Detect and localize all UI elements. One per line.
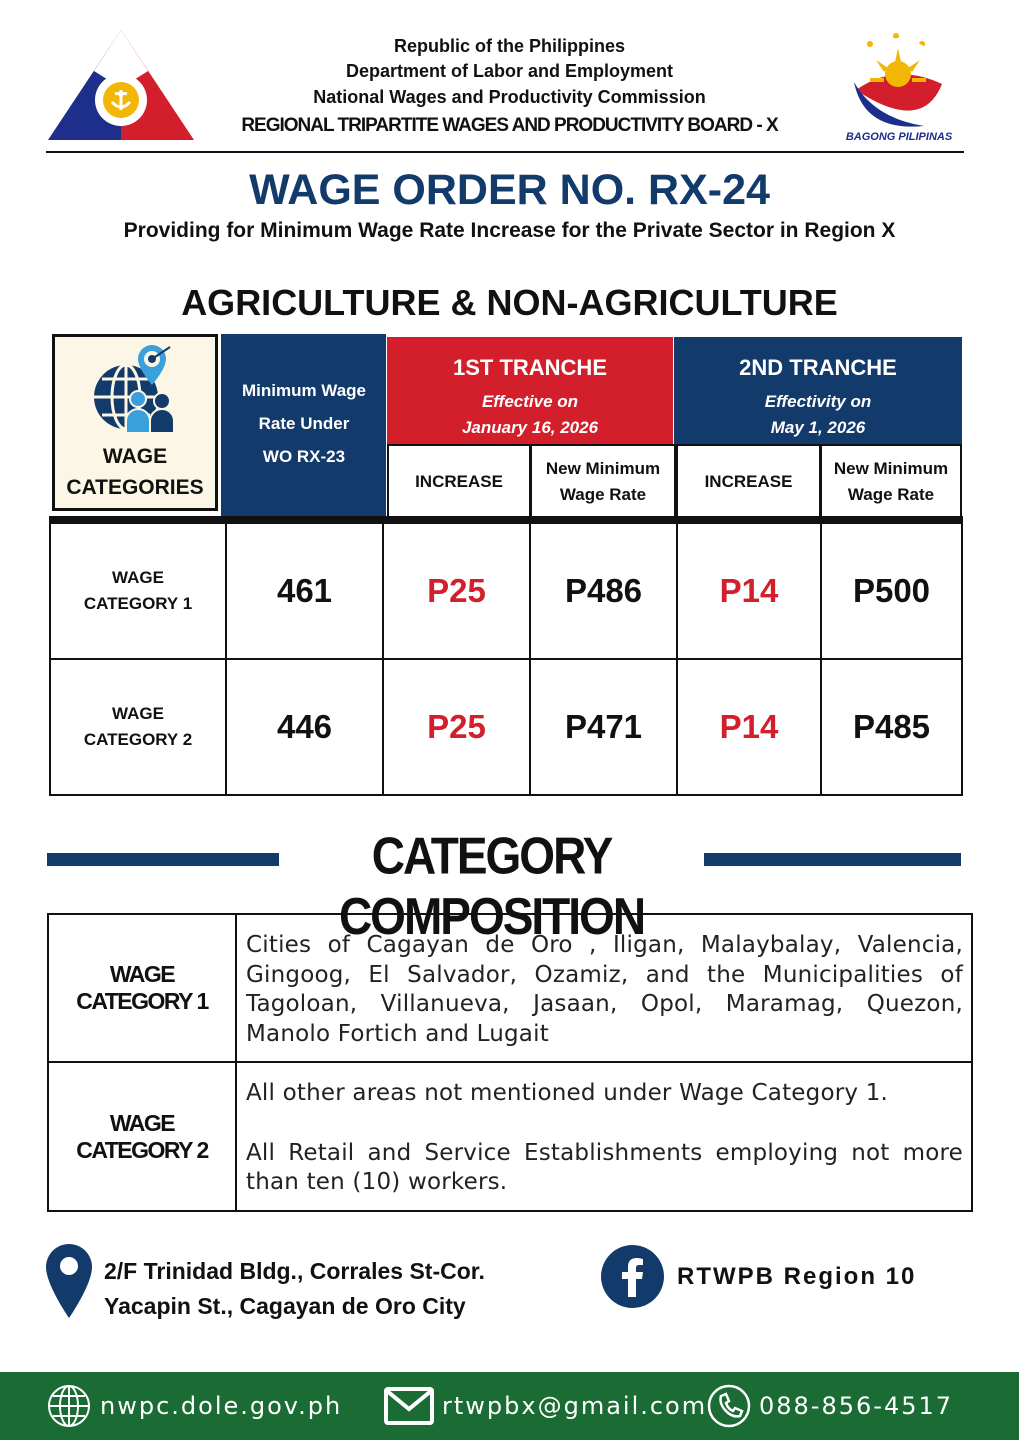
globe-people-target-icon: [90, 341, 186, 437]
wage-categories-label: [55, 441, 215, 503]
tranche2-new-rate-line1: New Minimum: [833, 459, 949, 478]
header-department: Department of Labor and Employment: [345, 61, 674, 81]
wage-row-1-prev-rate: 461: [225, 522, 384, 660]
tranche2-new-rate-label: [834, 456, 948, 508]
composition-row-2-text-2: All Retail and Service Establishments employing not more than ten (10) workers.: [246, 1139, 963, 1195]
wage-row-2-tranche1-increase: P25: [382, 658, 531, 796]
tranche2-increase-label: INCREASE: [704, 472, 793, 491]
wage-row-1-category: [49, 522, 227, 660]
composition-title: CATEGORY COMPOSITION: [338, 826, 645, 946]
wage-categories-label-line1: WAGE: [102, 445, 168, 468]
tranche2-title: 2ND TRANCHE: [739, 355, 897, 380]
tranche2-date: May 1, 2026: [770, 418, 866, 437]
footer-phone-text[interactable]: 088-856-4517: [759, 1392, 954, 1420]
tranche1-effectivity: [387, 389, 673, 441]
tranche2-new-rate-header: [820, 444, 962, 520]
tranche2-header: [674, 337, 962, 444]
page-title: WAGE ORDER NO. RX-24: [249, 166, 770, 214]
wage-row-2-tranche2-increase: P14: [676, 658, 822, 796]
previous-rate-label-line3: WO RX-23: [262, 447, 346, 466]
tranche1-title: 1ST TRANCHE: [452, 355, 607, 380]
wage-row-2-tranche1-new-rate: P471: [529, 658, 678, 796]
composition-row-1-label: [49, 915, 237, 1061]
bagong-pilipinas-logo: [836, 30, 962, 145]
location-pin-icon: [46, 1244, 92, 1318]
tranche1-effective-label: Effective on: [481, 392, 579, 411]
header-divider: [46, 151, 964, 153]
footer-phone[interactable]: [707, 1372, 953, 1440]
footer-website-text[interactable]: nwpc.dole.gov.ph: [100, 1392, 343, 1420]
wage-row-1-category-line1: WAGE: [112, 568, 164, 587]
composition-row-2: [49, 1063, 971, 1210]
previous-rate-label: [229, 374, 379, 473]
tranche1-increase-label: INCREASE: [415, 472, 503, 491]
wage-row-2-category-line1: WAGE: [112, 704, 164, 723]
footer-email-text[interactable]: rtwpbx@gmail.com: [442, 1392, 708, 1420]
wage-row-2-tranche2-new-rate: P485: [820, 658, 963, 796]
bagong-pilipinas-text: BAGONG PILIPINAS: [845, 131, 953, 143]
globe-icon: [46, 1383, 92, 1429]
tranche2-effectivity: [674, 389, 962, 441]
wage-row-2-category: [49, 658, 227, 796]
sector-heading: AGRICULTURE & NON-AGRICULTURE: [181, 282, 838, 323]
composition-table: [47, 913, 973, 1212]
facebook-page-name[interactable]: RTWPB Region 10: [677, 1263, 917, 1290]
wage-row-1-tranche2-new-rate: P500: [820, 522, 963, 660]
previous-rate-label-line1: Minimum Wage: [241, 381, 367, 400]
tranche1-new-rate-line2: Wage Rate: [559, 485, 647, 504]
tranche1-new-rate-header: [530, 444, 676, 520]
wage-row-2-category-line2: CATEGORY 2: [83, 730, 193, 749]
composition-bar-right: [704, 853, 961, 866]
composition-row-2-label: [49, 1063, 237, 1210]
previous-rate-header: [221, 334, 386, 518]
tranche1-date: January 16, 2026: [461, 418, 599, 437]
footer-email[interactable]: [384, 1372, 707, 1440]
header-republic: Republic of the Philippines: [393, 36, 625, 56]
tranche2-increase-header: [676, 444, 821, 520]
header-board: REGIONAL TRIPARTITE WAGES AND PRODUCTIVITY BOARD - X: [241, 115, 778, 136]
office-address-line2: Yacapin St., Cagayan de Oro City: [104, 1293, 466, 1319]
composition-row-2-label-line1: WAGE: [109, 1109, 175, 1136]
tranche2-effective-label: Effectivity on: [764, 392, 872, 411]
office-address: [104, 1254, 544, 1324]
header-commission: National Wages and Productivity Commission: [313, 87, 706, 107]
tranche1-header: [387, 337, 673, 444]
composition-bar-left: [47, 853, 279, 866]
footer-website[interactable]: [46, 1372, 342, 1440]
composition-row-1-label-line1: WAGE: [109, 961, 175, 987]
composition-row-1: [49, 915, 971, 1063]
composition-row-2-text-1: All other areas not mentioned under Wage Category 1.: [246, 1080, 889, 1106]
previous-rate-label-line2: Rate Under: [258, 414, 350, 433]
wage-row-1-tranche1-new-rate: P486: [529, 522, 678, 660]
page-subtitle: Providing for Minimum Wage Rate Increase for the Private Sector in Region X: [123, 219, 896, 242]
tranche1-new-rate-label: [546, 456, 660, 508]
mail-icon: [384, 1387, 434, 1425]
composition-row-2-text: [246, 1079, 963, 1198]
phone-icon: [707, 1384, 751, 1428]
tranche2-new-rate-line2: Wage Rate: [847, 485, 935, 504]
wage-row-1-category-line2: CATEGORY 1: [83, 594, 193, 613]
wage-categories-label-line2: CATEGORIES: [66, 476, 204, 499]
tranche1-new-rate-line1: New Minimum: [545, 459, 661, 478]
footer-bar: [0, 1372, 1019, 1440]
office-address-line1: 2/F Trinidad Bldg., Corrales St-Cor.: [104, 1258, 485, 1284]
wage-row-2-prev-rate: 446: [225, 658, 384, 796]
wage-row-1-tranche2-increase: P14: [676, 522, 822, 660]
wage-row-1-tranche1-increase: P25: [382, 522, 531, 660]
tranche1-increase-header: [387, 444, 531, 520]
composition-row-1-text: Cities of Cagayan de Oro , Iligan, Malaybalay, Valencia, Gingoog, El Salvador, Ozamiz, and the Municipalities of Tagoloan, Villanueva, Jasaan, Opol, Maramag, Quezon, Manolo Fortich and Lugait: [246, 932, 963, 1047]
facebook-icon[interactable]: [601, 1245, 664, 1308]
composition-row-1-label-line2: CATEGORY 1: [76, 988, 208, 1014]
wage-categories-header: [52, 334, 218, 511]
composition-row-2-label-line2: CATEGORY 2: [76, 1136, 208, 1163]
